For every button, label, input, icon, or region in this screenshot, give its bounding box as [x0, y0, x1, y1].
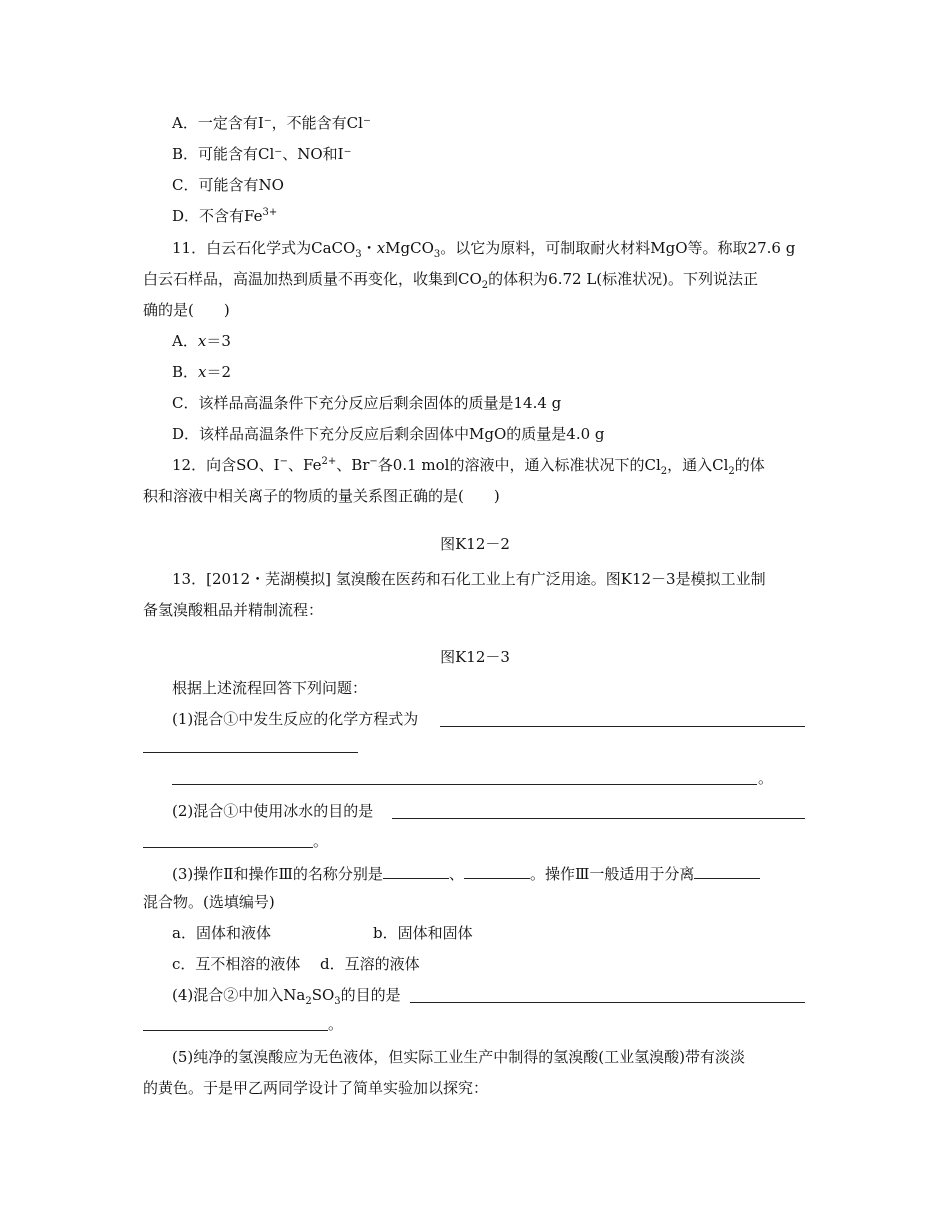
q13-part5-line1: (5)纯净的氢溴酸应为无色液体，但实际工业生产中制得的氢溴酸(工业氢溴酸)带有淡淡 [172, 1048, 745, 1066]
q11-option-c: C．该样品高温条件下充分反应后剩余固体的质量是14.4 g [172, 394, 562, 412]
answer-blank[interactable] [172, 784, 757, 785]
q10-option-a: A．一定含有I⁻，不能含有Cl⁻ [172, 114, 371, 132]
q13-part3-text: (3)操作Ⅱ和操作Ⅲ的名称分别是 [172, 865, 383, 883]
q12-text: 12．向含SO、I [172, 456, 280, 474]
q12-charge: − [369, 456, 378, 467]
q11-option-label: A． [172, 332, 198, 350]
q11-sub: 3 [433, 249, 441, 260]
q11-option-text: ＝3 [206, 332, 231, 350]
q11-sub: 3 [355, 249, 362, 260]
q13-part3 [172, 864, 760, 882]
q11-text: 。以它为原料，可制取耐火材料MgO等。称取27.6 g [440, 239, 796, 257]
q11-text: MgCO [385, 239, 434, 257]
q12-text: ，通入Cl [667, 456, 729, 474]
q13-part4-text: (4)混合②中加入Na [172, 986, 306, 1004]
q10-option-d-charge: 3+ [262, 207, 278, 218]
answer-blank[interactable] [143, 1030, 328, 1031]
q13-stem-line1: 13．[2012・芜湖模拟] 氢溴酸在医药和石化工业上有广泛用途。图K12－3是模拟工业制 [172, 570, 766, 588]
answer-blank[interactable] [383, 864, 449, 879]
answer-blank[interactable] [464, 864, 530, 879]
answer-blank[interactable] [392, 818, 805, 819]
q13-sub: 3 [334, 996, 341, 1007]
q12-text: 、Br [336, 456, 370, 474]
q13-part4-text: 的目的是 [340, 986, 401, 1004]
q13-part4-period: 。 [328, 1015, 344, 1033]
q12-text: 各0.1 mol的溶液中，通入标准状况下的Cl [377, 456, 661, 474]
q11-dot: ・ [361, 239, 377, 257]
q13-part4 [172, 986, 401, 1007]
q13-part1-period: 。 [758, 769, 774, 787]
q11-stem-line2 [143, 270, 758, 291]
q13-sub: 2 [305, 996, 312, 1007]
q12-text: 的体 [734, 456, 765, 474]
q13-intro: 根据上述流程回答下列问题： [172, 679, 368, 697]
q11-sub: 2 [481, 280, 489, 291]
q11-stem-line3: 确的是( ) [143, 301, 230, 319]
q13-stem-line2: 备氢溴酸粗品并精制流程： [143, 601, 324, 619]
q11-stem-line1 [172, 239, 796, 260]
q13-part2: (2)混合①中使用冰水的目的是 [172, 802, 374, 820]
q11-option-text: ＝2 [206, 363, 232, 381]
q13-part3-sep: 、 [448, 865, 464, 883]
q13-part2-period: 。 [313, 832, 329, 850]
q13-choice-b: b．固体和固体 [373, 924, 473, 942]
q11-option-label: B． [172, 363, 199, 381]
q11-text: 11．白云石化学式为CaCO [172, 239, 356, 257]
q11-option-b [172, 365, 231, 380]
q11-var-x: x [376, 239, 386, 257]
q12-stem-line1 [172, 456, 765, 477]
q12-charge: − [279, 456, 288, 467]
figure-caption-k12-3: 图K12－3 [440, 648, 510, 666]
q13-part3-tail: 混合物。(选填编号) [143, 893, 275, 911]
answer-blank[interactable] [440, 726, 805, 727]
q12-sub: 2 [660, 466, 668, 477]
q10-option-c: C．可能含有NO [172, 176, 284, 194]
q11-var-x: x [197, 332, 207, 350]
q13-part1: (1)混合①中发生反应的化学方程式为 [172, 710, 419, 728]
q11-option-a [172, 334, 231, 349]
q11-option-d: D．该样品高温条件下充分反应后剩余固体中MgO的质量是4.0 g [172, 425, 605, 443]
figure-caption-k12-2: 图K12－2 [440, 535, 510, 553]
q13-choice-a: a．固体和液体 [172, 924, 271, 942]
q12-stem-line2: 积和溶液中相关离子的物质的量关系图正确的是( ) [143, 487, 500, 505]
q10-option-d-text: D．不含有Fe [172, 207, 263, 225]
q11-var-x: x [198, 363, 207, 381]
q13-choice-c: c．互不相溶的液体 [172, 955, 301, 973]
answer-blank[interactable] [143, 847, 313, 848]
q10-option-b: B．可能含有Cl⁻、NO和I⁻ [172, 145, 352, 163]
q12-text: 、Fe [287, 456, 322, 474]
answer-blank[interactable] [143, 752, 358, 753]
q10-option-d [172, 209, 277, 224]
q12-charge: 2+ [321, 456, 337, 467]
q13-part5-line2: 的黄色。于是甲乙两同学设计了简单实验加以探究： [143, 1079, 489, 1097]
q12-sub: 2 [728, 466, 735, 477]
q11-text: 白云石样品，高温加热到质量不再变化，收集到CO [143, 270, 482, 288]
answer-blank[interactable] [410, 1002, 805, 1003]
q13-part4-text: SO [311, 986, 335, 1004]
q11-text: 的体积为6.72 L(标准状况)。下列说法正 [488, 270, 758, 288]
answer-blank[interactable] [694, 864, 760, 879]
q13-part3-text: 。操作Ⅲ一般适用于分离 [529, 865, 695, 883]
q13-choice-d: d．互溶的液体 [320, 955, 420, 973]
